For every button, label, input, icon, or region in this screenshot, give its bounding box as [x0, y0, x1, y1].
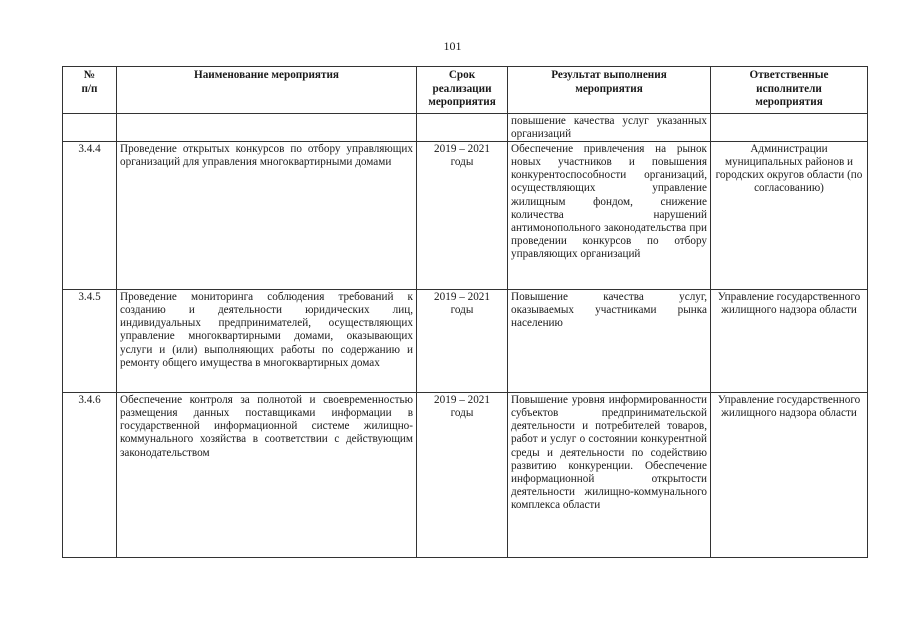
header-result-text: Результат выполнения мероприятия [551, 69, 667, 95]
cell-num [63, 114, 117, 142]
cell-term: 2019 – 2021 годы [417, 142, 508, 290]
cell-num: 3.4.6 [63, 393, 117, 558]
cell-term: 2019 – 2021 годы [417, 290, 508, 393]
cell-result: Повышение качества услуг, оказываемых участниками рынка населению [508, 290, 711, 393]
cell-num: 3.4.5 [63, 290, 117, 393]
measures-table [62, 66, 868, 558]
cell-responsible: Администрации муниципальных районов и городских округов области (по согласованию) [711, 142, 868, 290]
page-number: 101 [443, 39, 462, 53]
cell-num: 3.4.4 [63, 142, 117, 290]
cell-result: повышение качества услуг указанных организаций [508, 114, 711, 142]
header-num-text: № п/п [81, 69, 98, 95]
cell-result: Повышение уровня информированности субъектов предпринимательской деятельности и потребителей товаров, работ и услуг о состоянии конкурентной среды и деятельности по содействию развитию конкуренции. Обеспечение информационной открытости деятельности жилищно-коммунального комплекса области [508, 393, 711, 558]
table-row [63, 393, 868, 558]
header-responsible-text: Ответственные исполнители мероприятия [749, 69, 829, 108]
cell-responsible: Управление государственного жилищного надзора области [711, 393, 868, 558]
cell-responsible [711, 114, 868, 142]
cell-result: Обеспечение привлечения на рынок новых участников и повышения конкурентоспособности организаций, осуществляющих управление жилищным фондом, снижение количества нарушений антимонопольного законодательства при проведении конкурсов по отбору управляющих организаций [508, 142, 711, 290]
cell-name [117, 114, 417, 142]
table-header-row [63, 67, 868, 114]
cell-responsible: Управление государственного жилищного надзора области [711, 290, 868, 393]
header-term-text: Срок реализации мероприятия [428, 69, 496, 108]
cell-name: Проведение мониторинга соблюдения требований к созданию и деятельности юридических лиц, индивидуальных предпринимателей, осуществляющих управление многоквартирными домами, оказывающих услуги и (или) выполняющих работы по содержанию и ремонту общего имущества в многоквартирных домах [117, 290, 417, 393]
cell-term: 2019 – 2021 годы [417, 393, 508, 558]
header-num [63, 67, 117, 114]
cell-name: Проведение открытых конкурсов по отбору управляющих организаций для управления многоквартирными домами [117, 142, 417, 290]
cell-name: Обеспечение контроля за полнотой и своевременностью размещения данных поставщиками информации в государственной информационной системе жилищно-коммунального хозяйства в соответствии с действующим законодательством [117, 393, 417, 558]
header-responsible [711, 67, 868, 114]
header-result [508, 67, 711, 114]
table-row [63, 290, 868, 393]
table-row-continuation [63, 114, 868, 142]
header-name [117, 67, 417, 114]
header-name-text: Наименование мероприятия [194, 69, 339, 81]
header-term [417, 67, 508, 114]
cell-term [417, 114, 508, 142]
table-row [63, 142, 868, 290]
